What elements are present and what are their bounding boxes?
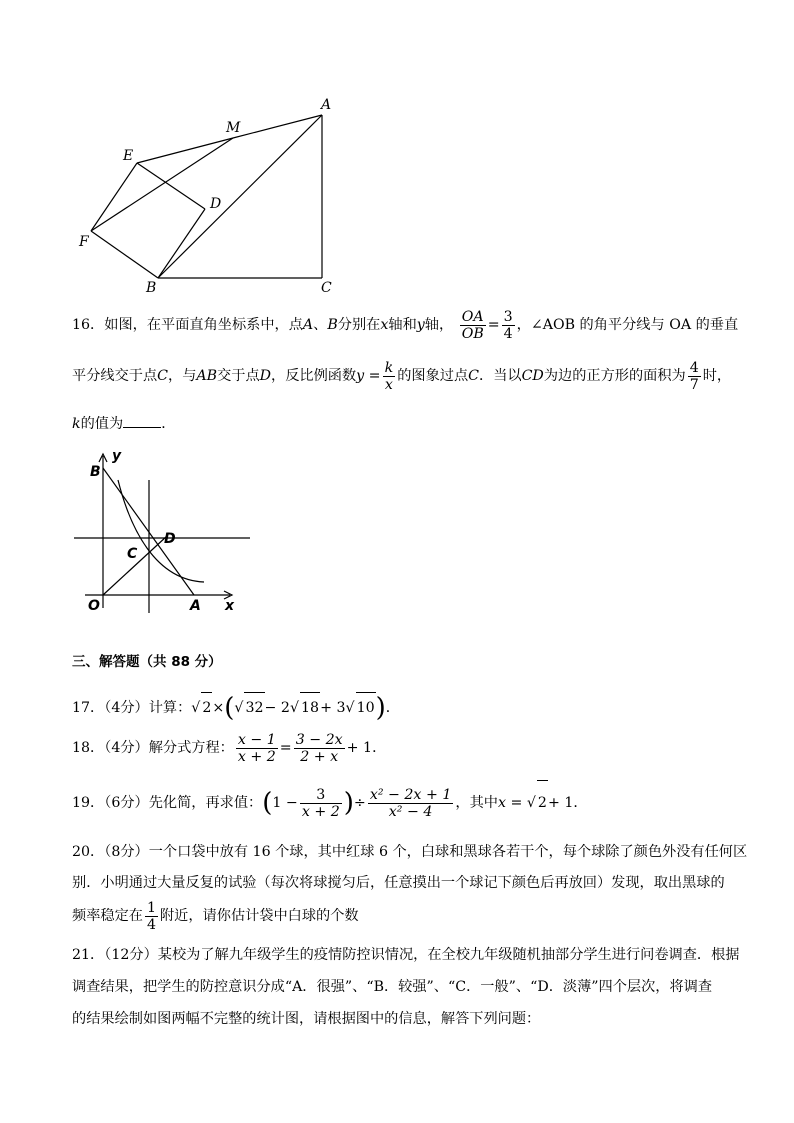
q16-line2: 平分线交于点C，与AB交于点D，反比例函数y = $\frac{k}{x}$ 的图象过点C．当以CD为边的正方形的面积为 $\frac{4}{7}$ 时， — [72, 359, 732, 393]
hyperbola-curve — [118, 480, 204, 582]
q20-line3: 频率稳定在 $\frac{1}{4}$ 附近，请你估计袋中白球的个数 — [72, 899, 359, 933]
edge-A-B — [158, 115, 322, 278]
fraction-k-x: $\frac{k}{x}$ — [384, 359, 394, 393]
label-C: C — [321, 280, 332, 296]
label-B: B — [146, 280, 157, 296]
label-A: A — [190, 598, 201, 614]
label-D: D — [164, 531, 176, 547]
label-E: E — [123, 148, 134, 164]
q20-line2: 别．小明通过大量反复的试验（每次将球搅匀后，任意摸出一个球记下颜色后再放回）发现，取出黑球的 — [72, 875, 725, 891]
fraction-oa-ob: $\frac{OA}{OB}$ — [461, 308, 484, 342]
section-title: 三、解答题（共 88 分） — [72, 654, 222, 670]
q21-line3: 的结果绘制如图两幅不完整的统计图，请根据图中的信息，解答下列问题： — [72, 1011, 541, 1027]
q19: 19．（6分）先化简，再求值：(1 − $\frac{3}{x + 2}$ )÷ $\frac{\text{x² − 2x + 1}}{\text{x² − 4}}$ ，其中x = √ 2+ 1． — [72, 780, 588, 824]
fraction-left: $\frac{x - 1}{x + 2}$ — [237, 731, 276, 765]
fraction-3: $\frac{3}{x + 2}$ — [301, 786, 340, 820]
label-y: y — [112, 448, 122, 464]
fraction-1-4: $\frac{1}{4}$ — [146, 899, 156, 933]
edge-M-A — [233, 115, 322, 138]
label-A: A — [321, 97, 332, 113]
edge-F-M — [91, 138, 233, 231]
fraction-4-7: $\frac{4}{7}$ — [689, 359, 699, 393]
q21-line2: 调查结果，把学生的防控意识分成“A．很强”、“B．较强”、“C．一般”、“D．淡薄”四个层次，将调查 — [72, 979, 713, 995]
q17: 17．（4分）计算：√ 2×(√ 32− 2√ 18+ 3√ 10)． — [72, 693, 400, 723]
edge-E-F — [91, 163, 137, 231]
label-D: D — [210, 196, 222, 212]
q16-line1: 16．如图，在平面直角坐标系中，点A、B分别在x轴和y轴， $\frac{OA}{OB}$ = $\frac{3}{4}$ ，∠AOB 的角平分线与 OA 的垂直 — [72, 308, 739, 342]
label-C: C — [127, 546, 138, 562]
q21-line1: 21．（12分）某校为了解九年级学生的疫情防控识情况，在全校九年级随机抽部分学生进行问卷调查．根据 — [72, 947, 740, 963]
line-OD — [103, 536, 167, 595]
q20-line1: 20．（8分）一个口袋中放有 16 个球，其中红球 6 个，白球和黑球各若干个，每个球除了颜色外没有任何区 — [72, 844, 748, 860]
label-B: B — [90, 464, 101, 480]
label-x: x — [225, 598, 235, 614]
edge-E-D — [137, 163, 205, 209]
edge-E-M — [137, 138, 233, 163]
fraction-poly: $\frac{\text{x² − 2x + 1}}{\text{x² − 4}}$ — [369, 786, 452, 820]
fraction-right: $\frac{3 - 2x}{2 + x}$ — [295, 731, 343, 765]
answer-blank[interactable] — [123, 415, 161, 428]
edge-B-D — [158, 209, 205, 278]
q16-line3: k的值为 ． — [72, 416, 176, 432]
fraction-3-4: $\frac{3}{4}$ — [503, 308, 513, 342]
label-F: F — [79, 234, 89, 250]
label-M: M — [226, 120, 241, 136]
edge-F-B — [91, 231, 158, 278]
label-O: O — [88, 598, 100, 614]
q18: 18．（4分）解分式方程： $\frac{x - 1}{x + 2}$ = $\frac{3 - 2x}{2 + x}$ + 1． — [72, 731, 387, 765]
